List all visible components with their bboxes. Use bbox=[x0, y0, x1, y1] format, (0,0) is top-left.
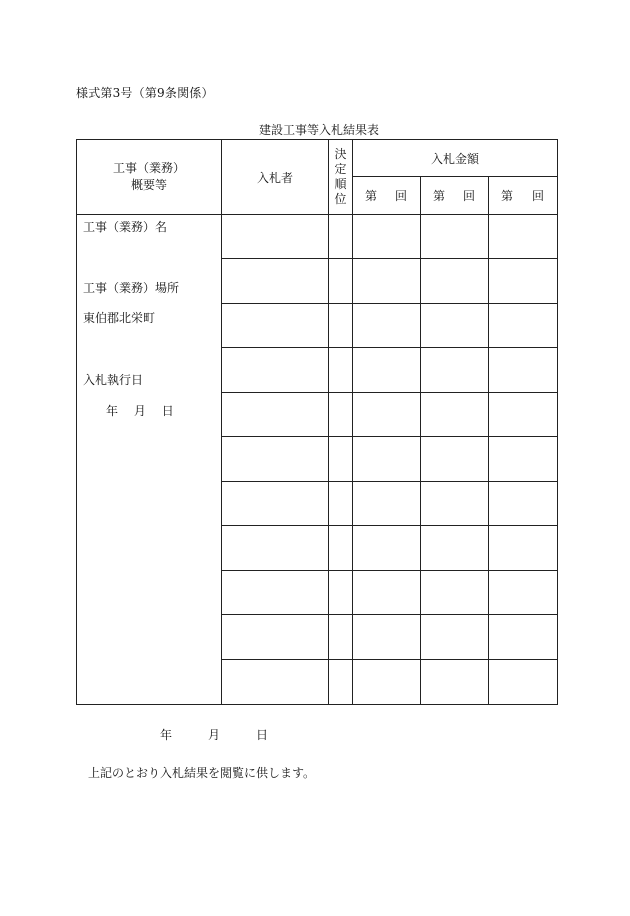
work-info-cell bbox=[77, 215, 222, 705]
header-work-summary-line2: 概要等 bbox=[130, 178, 167, 192]
rank-cell[interactable] bbox=[329, 526, 353, 571]
bid-date-year: 年 bbox=[106, 404, 119, 418]
work-location-label: 工事（業務）場所 bbox=[83, 281, 180, 295]
bid-date-day: 日 bbox=[161, 404, 174, 418]
rank-cell[interactable] bbox=[329, 482, 353, 526]
publication-note: 上記のとおり入札結果を閲覧に供します。 bbox=[88, 766, 316, 780]
amount-cell[interactable] bbox=[353, 571, 421, 615]
amount-cell[interactable] bbox=[353, 393, 421, 437]
amount-cell[interactable] bbox=[489, 526, 558, 571]
amount-cell[interactable] bbox=[353, 660, 421, 705]
header-round-1 bbox=[353, 177, 421, 215]
amount-cell[interactable] bbox=[421, 348, 489, 393]
amount-cell[interactable] bbox=[489, 348, 558, 393]
amount-cell[interactable] bbox=[489, 615, 558, 660]
round-prefix: 第 bbox=[501, 189, 514, 203]
rank-cell[interactable] bbox=[329, 393, 353, 437]
amount-cell[interactable] bbox=[489, 259, 558, 304]
amount-cell[interactable] bbox=[353, 482, 421, 526]
bidder-cell[interactable] bbox=[222, 526, 329, 571]
table-title: 建設工事等入札結果表 bbox=[258, 123, 379, 137]
rank-cell[interactable] bbox=[329, 215, 353, 259]
header-round-2 bbox=[421, 177, 489, 215]
header-rank-char: 順 bbox=[334, 177, 347, 191]
bid-date-month: 月 bbox=[133, 404, 146, 418]
amount-cell[interactable] bbox=[421, 615, 489, 660]
amount-cell[interactable] bbox=[421, 526, 489, 571]
amount-cell[interactable] bbox=[353, 348, 421, 393]
round-suffix: 回 bbox=[394, 189, 407, 203]
bid-date-label: 入札執行日 bbox=[83, 373, 144, 387]
amount-cell[interactable] bbox=[421, 393, 489, 437]
round-prefix: 第 bbox=[433, 189, 446, 203]
amount-cell[interactable] bbox=[421, 259, 489, 304]
header-work-summary-line1: 工事（業務） bbox=[112, 161, 185, 175]
rank-cell[interactable] bbox=[329, 660, 353, 705]
bidder-cell[interactable] bbox=[222, 393, 329, 437]
round-prefix: 第 bbox=[365, 189, 378, 203]
header-bid-amount: 入札金額 bbox=[353, 140, 558, 177]
bidder-cell[interactable] bbox=[222, 348, 329, 393]
round-suffix: 回 bbox=[462, 189, 475, 203]
bidder-cell[interactable] bbox=[222, 660, 329, 705]
round-suffix: 回 bbox=[532, 189, 545, 203]
bidder-cell[interactable] bbox=[222, 304, 329, 348]
form-number: 様式第3号（第9条関係） bbox=[76, 86, 214, 100]
rank-cell[interactable] bbox=[329, 437, 353, 482]
header-rank-char: 位 bbox=[334, 192, 347, 206]
amount-cell[interactable] bbox=[489, 571, 558, 615]
work-location-value: 東伯郡北栄町 bbox=[83, 311, 156, 325]
amount-cell[interactable] bbox=[489, 393, 558, 437]
amount-cell[interactable] bbox=[489, 304, 558, 348]
amount-cell[interactable] bbox=[421, 437, 489, 482]
amount-cell[interactable] bbox=[421, 304, 489, 348]
publication-month: 月 bbox=[208, 728, 221, 742]
publication-day: 日 bbox=[256, 728, 269, 742]
amount-cell[interactable] bbox=[421, 571, 489, 615]
header-decision-rank bbox=[329, 140, 353, 215]
amount-cell[interactable] bbox=[353, 304, 421, 348]
amount-cell[interactable] bbox=[421, 215, 489, 259]
header-rank-char: 定 bbox=[334, 162, 347, 176]
amount-cell[interactable] bbox=[353, 615, 421, 660]
work-name-label: 工事（業務）名 bbox=[83, 220, 168, 234]
amount-cell[interactable] bbox=[353, 526, 421, 571]
amount-cell[interactable] bbox=[489, 482, 558, 526]
amount-cell[interactable] bbox=[489, 215, 558, 259]
amount-cell[interactable] bbox=[489, 437, 558, 482]
header-work-summary bbox=[77, 140, 222, 215]
header-rank-char: 決 bbox=[334, 147, 347, 161]
amount-cell[interactable] bbox=[421, 660, 489, 705]
amount-cell[interactable] bbox=[353, 437, 421, 482]
rank-cell[interactable] bbox=[329, 304, 353, 348]
bid-result-table bbox=[76, 139, 558, 705]
amount-cell[interactable] bbox=[421, 482, 489, 526]
bidder-cell[interactable] bbox=[222, 259, 329, 304]
amount-cell[interactable] bbox=[489, 660, 558, 705]
bid-date-value bbox=[106, 402, 174, 419]
rank-cell[interactable] bbox=[329, 571, 353, 615]
header-bidder: 入札者 bbox=[222, 140, 329, 215]
bidder-cell[interactable] bbox=[222, 615, 329, 660]
amount-cell[interactable] bbox=[353, 215, 421, 259]
bidder-cell[interactable] bbox=[222, 215, 329, 259]
bidder-cell[interactable] bbox=[222, 571, 329, 615]
bidder-cell[interactable] bbox=[222, 482, 329, 526]
publication-year: 年 bbox=[160, 728, 173, 742]
rank-cell[interactable] bbox=[329, 615, 353, 660]
amount-cell[interactable] bbox=[353, 259, 421, 304]
header-round-3 bbox=[489, 177, 558, 215]
rank-cell[interactable] bbox=[329, 348, 353, 393]
bidder-cell[interactable] bbox=[222, 437, 329, 482]
rank-cell[interactable] bbox=[329, 259, 353, 304]
